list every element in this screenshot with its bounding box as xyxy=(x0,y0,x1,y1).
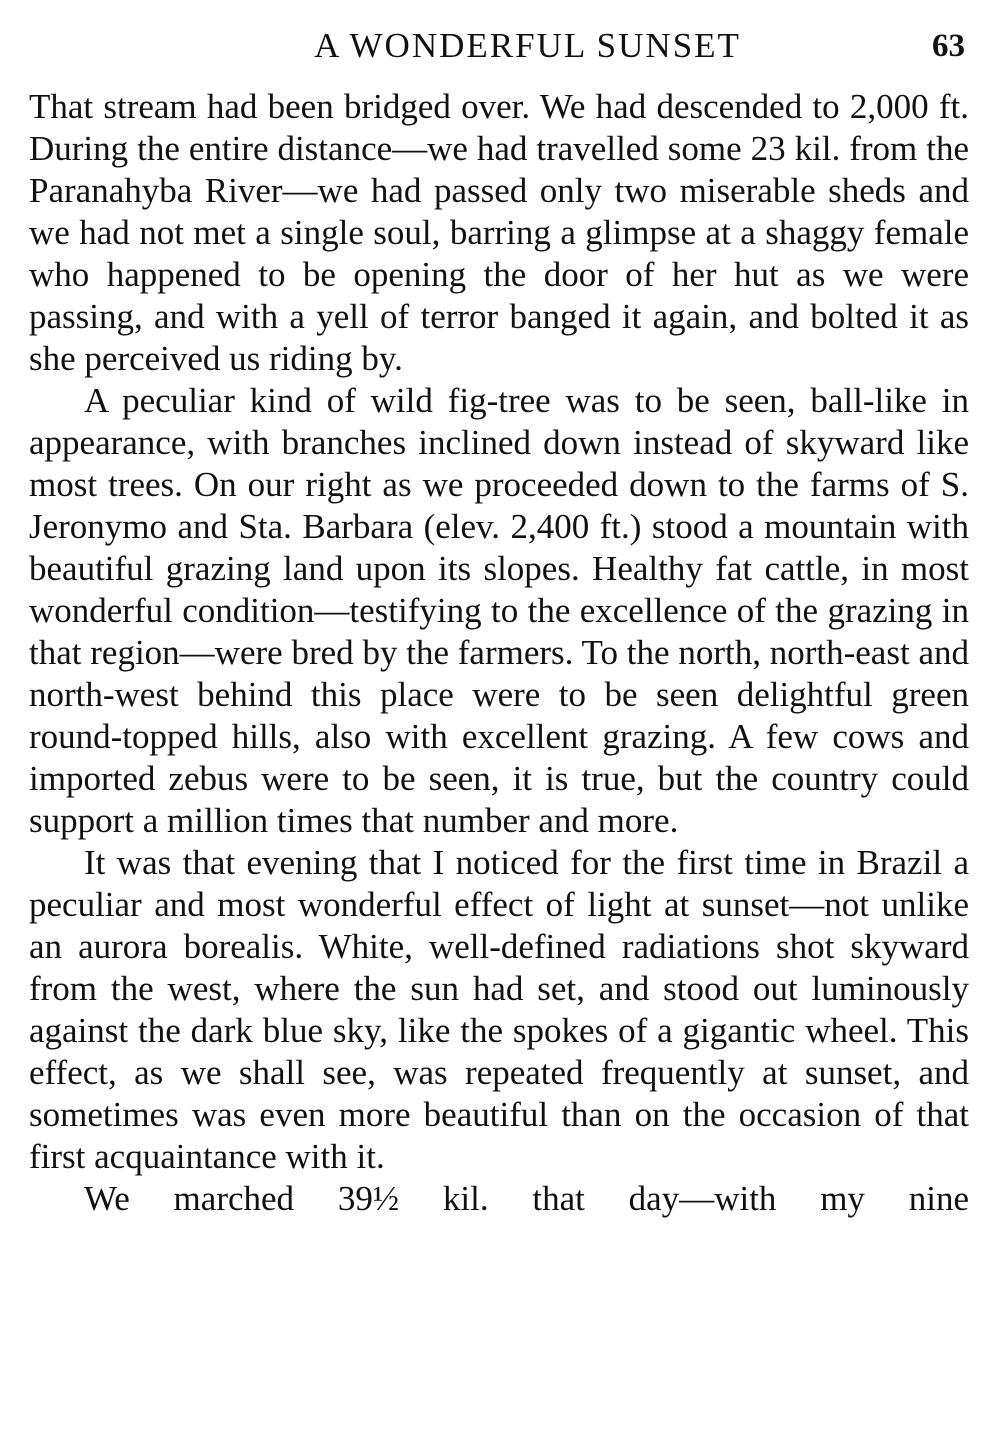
paragraph-wild-fig-tree: A peculiar kind of wild fig-tree was to be seen, ball-like in appearance, with branches inclined down instead of skyward like most trees. On our right as we proceeded down to the farms of S. Jeronymo and Sta. Barbara (elev. 2,400 ft.) stood a mountain with beautiful grazing land upon its slopes. Healthy fat cattle, in most wonderful condition—testifying to the excellence of the grazing in that region—were bred by the farmers. To the north, north-east and north-west behind this place were to be seen delightful green round-topped hills, also with excellent grazing. A few cows and imported zebus were to be seen, it is true, but the country could support a million times that number and more. xyxy=(29,381,969,840)
page-number: 63 xyxy=(932,28,965,64)
paragraph-sunset-effect: It was that evening that I noticed for the first time in Brazil a peculiar and most wonderful effect of light at sunset—not unlike an aurora borealis. White, well-defined radiations shot skyward from the west, where the sun had set, and stood out luminously against the dark blue sky, like the spokes of a gigantic wheel. This effect, as we shall see, was repeated frequently at sunset, and sometimes was even more beautiful than on the occasion of that first acquaintance with it. xyxy=(29,843,969,1176)
running-title: A WONDERFUL SUNSET xyxy=(314,26,741,65)
running-head xyxy=(30,18,965,74)
paragraph-march: We marched 39½ kil. that day—with my nine xyxy=(84,1179,969,1218)
paragraph-bridged-stream: That stream had been bridged over. We had descended to 2,000 ft. During the entire distance—we had travelled some 23 kil. from the Paranahyba River—we had passed only two miserable sheds and we had not met a single soul, barring a glimpse at a shaggy female who happened to be opening the door of her hut as we were passing, and with a yell of terror banged it again, and bolted it as she perceived us riding by. xyxy=(29,87,969,378)
body-text xyxy=(29,86,969,1220)
